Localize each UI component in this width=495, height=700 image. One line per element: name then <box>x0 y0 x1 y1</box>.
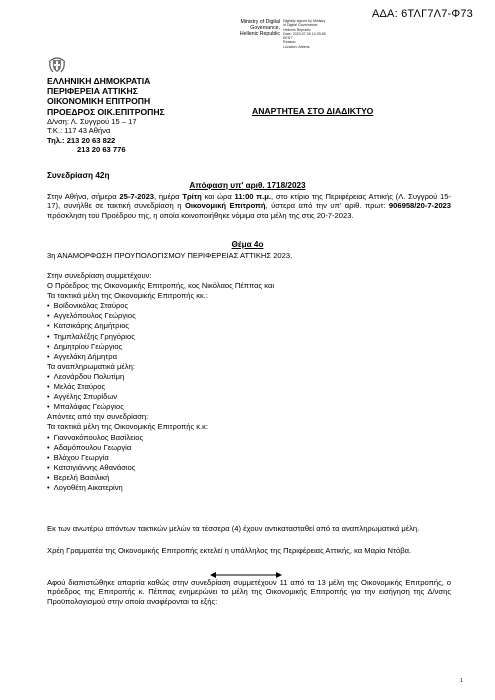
signature-detail-line: of Digital Governance, <box>283 23 319 28</box>
meeting-date: 25-7-2023 <box>119 192 155 201</box>
signature-details <box>283 19 353 49</box>
signature-detail-line: EEST <box>283 36 293 41</box>
list-item: • Γιαννακόπουλος Βασίλειος <box>47 432 144 442</box>
intro-text: , ύστερα από την υπ' αριθ. πρωτ: <box>265 201 389 211</box>
topic-title: Θέμα 4ο <box>231 240 264 249</box>
header-line: ΠΕΡΙΦΕΡΕΙΑ ΑΤΤΙΚΗΣ <box>47 86 138 97</box>
president-line: Ο Πρόεδρος της Οικονομικής Επιτροπής, κος Νικόλαος Πέππας και <box>47 281 275 291</box>
intro-text: και ώρα <box>201 192 235 201</box>
list-item: • Αγγελόπουλος Γεώργιος <box>47 311 136 321</box>
tel-1: 213 20 63 822 <box>66 135 116 145</box>
list-item: • Κατσικάρης Δημήτριος <box>47 321 130 331</box>
signature-signer-line: Hellenic Republic <box>239 31 280 37</box>
list-item: • Τημπλαλέξης Γρηγόριος <box>47 331 135 341</box>
intro-text: πρόσκληση του Προέδρου της, η οποία κοινοποιήθηκε νόμιμα στα μέλη της στις 20-7-2023. <box>47 210 354 220</box>
absent-label: Απόντες από την συνεδρίαση: <box>47 412 149 422</box>
signature-signer <box>230 19 280 37</box>
signature-detail-line: Date: 2023.07.26 12:25:58 <box>283 31 326 36</box>
tel-label: Τηλ.: <box>47 135 65 145</box>
page-number: 1 <box>460 678 463 684</box>
replaced-paragraph: Εκ των ανωτέρω απόντων τακτικών μελών τα τέσσερα (4) έχουν αντικατασταθεί από τα αναπληρωματικά μέλη. <box>47 524 420 533</box>
list-item: • Βερελή Βασιλική <box>47 472 110 482</box>
signature-detail-line: Location: Athens <box>283 44 310 49</box>
address-street: Δ/νση: Λ. Συγγρού 15 – 17 <box>47 117 137 126</box>
address-postal: Τ.Κ.: 117 43 Αθήνα <box>47 126 111 136</box>
regular-members-label: Τα τακτικά μέλη της Οικονομικής Επιτροπής κκ.: <box>47 291 209 301</box>
list-item: • Βοϊδονικόλας Σταύρος <box>47 301 129 311</box>
list-item: • Μελάς Σταύρος <box>47 382 106 392</box>
intro-text: , ημέρα <box>154 192 183 201</box>
signature-detail-line: Digitally signed by Ministry <box>283 19 326 23</box>
list-item: • Κατσιγιάννης Αθανάσιος <box>47 462 136 472</box>
session-number: Συνεδρίαση 42η <box>47 171 110 180</box>
signature-detail-line: Reason: <box>283 40 297 45</box>
list-item: • Μπαλάφας Γεώργιος <box>47 402 124 412</box>
list-item: • Αγγέλης Σπυρίδων <box>47 392 118 402</box>
substitutes-label: Τα αναπληρωματικά μέλη: <box>47 361 135 371</box>
list-item: • Λογοθέτη Αικατερίνη <box>47 482 123 492</box>
meeting-time: 11:00 π.μ. <box>234 192 271 201</box>
intro-text: , στο κτίριο της Περιφέρειας Αττικής (Λ. Συγγρού 15-17), συνήλθε σε τακτική συνεδρίαση η <box>47 192 452 211</box>
signature-signer-line: Governance, <box>250 25 280 31</box>
list-item: • Λεονάρδου Πολυτίμη <box>47 371 125 381</box>
posted-online-label: ΑΝΑΡΤΗΤΕΑ ΣΤΟ ΔΙΑΔΙΚΤΥΟ <box>252 106 374 116</box>
protocol-number: 906958/20-7-2023 <box>388 201 451 211</box>
list-item: • Αδαμόπουλου Γεωργία <box>47 442 132 452</box>
header-line: ΟΙΚΟΝΟΜΙΚΗ ΕΠΙΤΡΟΠΗ <box>47 96 151 107</box>
header-line: ΠΡΟΕΔΡΟΣ ΟΙΚ.ΕΠΙΤΡΟΠΗΣ <box>47 106 165 117</box>
list-item: • Αγγελάκη Δήμητρα <box>47 351 117 361</box>
list-item: • Δημητρίου Γεώργιος <box>47 341 123 351</box>
ada-code: ΑΔΑ: 6ΤΛΓ7Λ7-Φ73 <box>371 8 473 20</box>
intro-paragraph <box>47 192 451 220</box>
topic-subject: 3η ΑΝΑΜΟΡΦΩΣΗ ΠΡΟΥΠΟΛΟΓΙΣΜΟΥ ΠΕΡΙΦΕΡΕΙΑΣ ΑΤΤΙΚΗΣ 2023. <box>47 251 293 260</box>
intro-text: Στην Αθήνα, σήμερα <box>47 192 120 201</box>
signature-signer-line: Ministry of Digital <box>240 19 280 25</box>
attendance-list <box>47 271 274 493</box>
greek-emblem-icon <box>47 53 67 75</box>
meeting-day: Τρίτη <box>182 192 202 201</box>
issuer-header <box>47 76 165 117</box>
participating-label: Στην συνεδρίαση συμμετέχουν: <box>47 271 152 280</box>
header-line: ΕΛΛΗΝΙΚΗ ΔΗΜΟΚΡΑΤΙΑ <box>47 76 151 86</box>
committee-name: Οικονομική Επιτροπή <box>184 201 266 211</box>
tel-2: 213 20 63 776 <box>77 145 126 155</box>
decision-number: Απόφαση υπ' αριθ. 1718/2023 <box>189 181 306 190</box>
address-block <box>47 117 137 155</box>
absent-members-label: Τα τακτικά μέλη της Οικονομικής Επιτροπής κ.κ: <box>47 422 209 432</box>
signature-detail-line: Hellenic Republic <box>283 27 311 32</box>
secretary-paragraph: Χρέη Γραμματέα της Οικονομικής Επιτροπής εκτελεί η υπάλληλος της Περιφέρειας Αττικής, κα Μαρία Ντόβα. <box>47 546 412 555</box>
list-item: • Βλάχου Γεωργία <box>47 452 109 462</box>
quorum-paragraph: Αφού διαπιστώθηκε απαρτία καθώς στην συνεδρίαση συμμετέχουν 11 από τα 13 μέλη της Οικονομικής Επιτροπής, ο πρόεδρος της Επιτροπής κ. Πέππας ενημερώνει τα μέλη της Οικονομικής Επιτροπής για την εισήγηση της Δ/νσης Προϋπολογισμού στην οποία αναφέρονται τα εξής: <box>47 578 451 606</box>
